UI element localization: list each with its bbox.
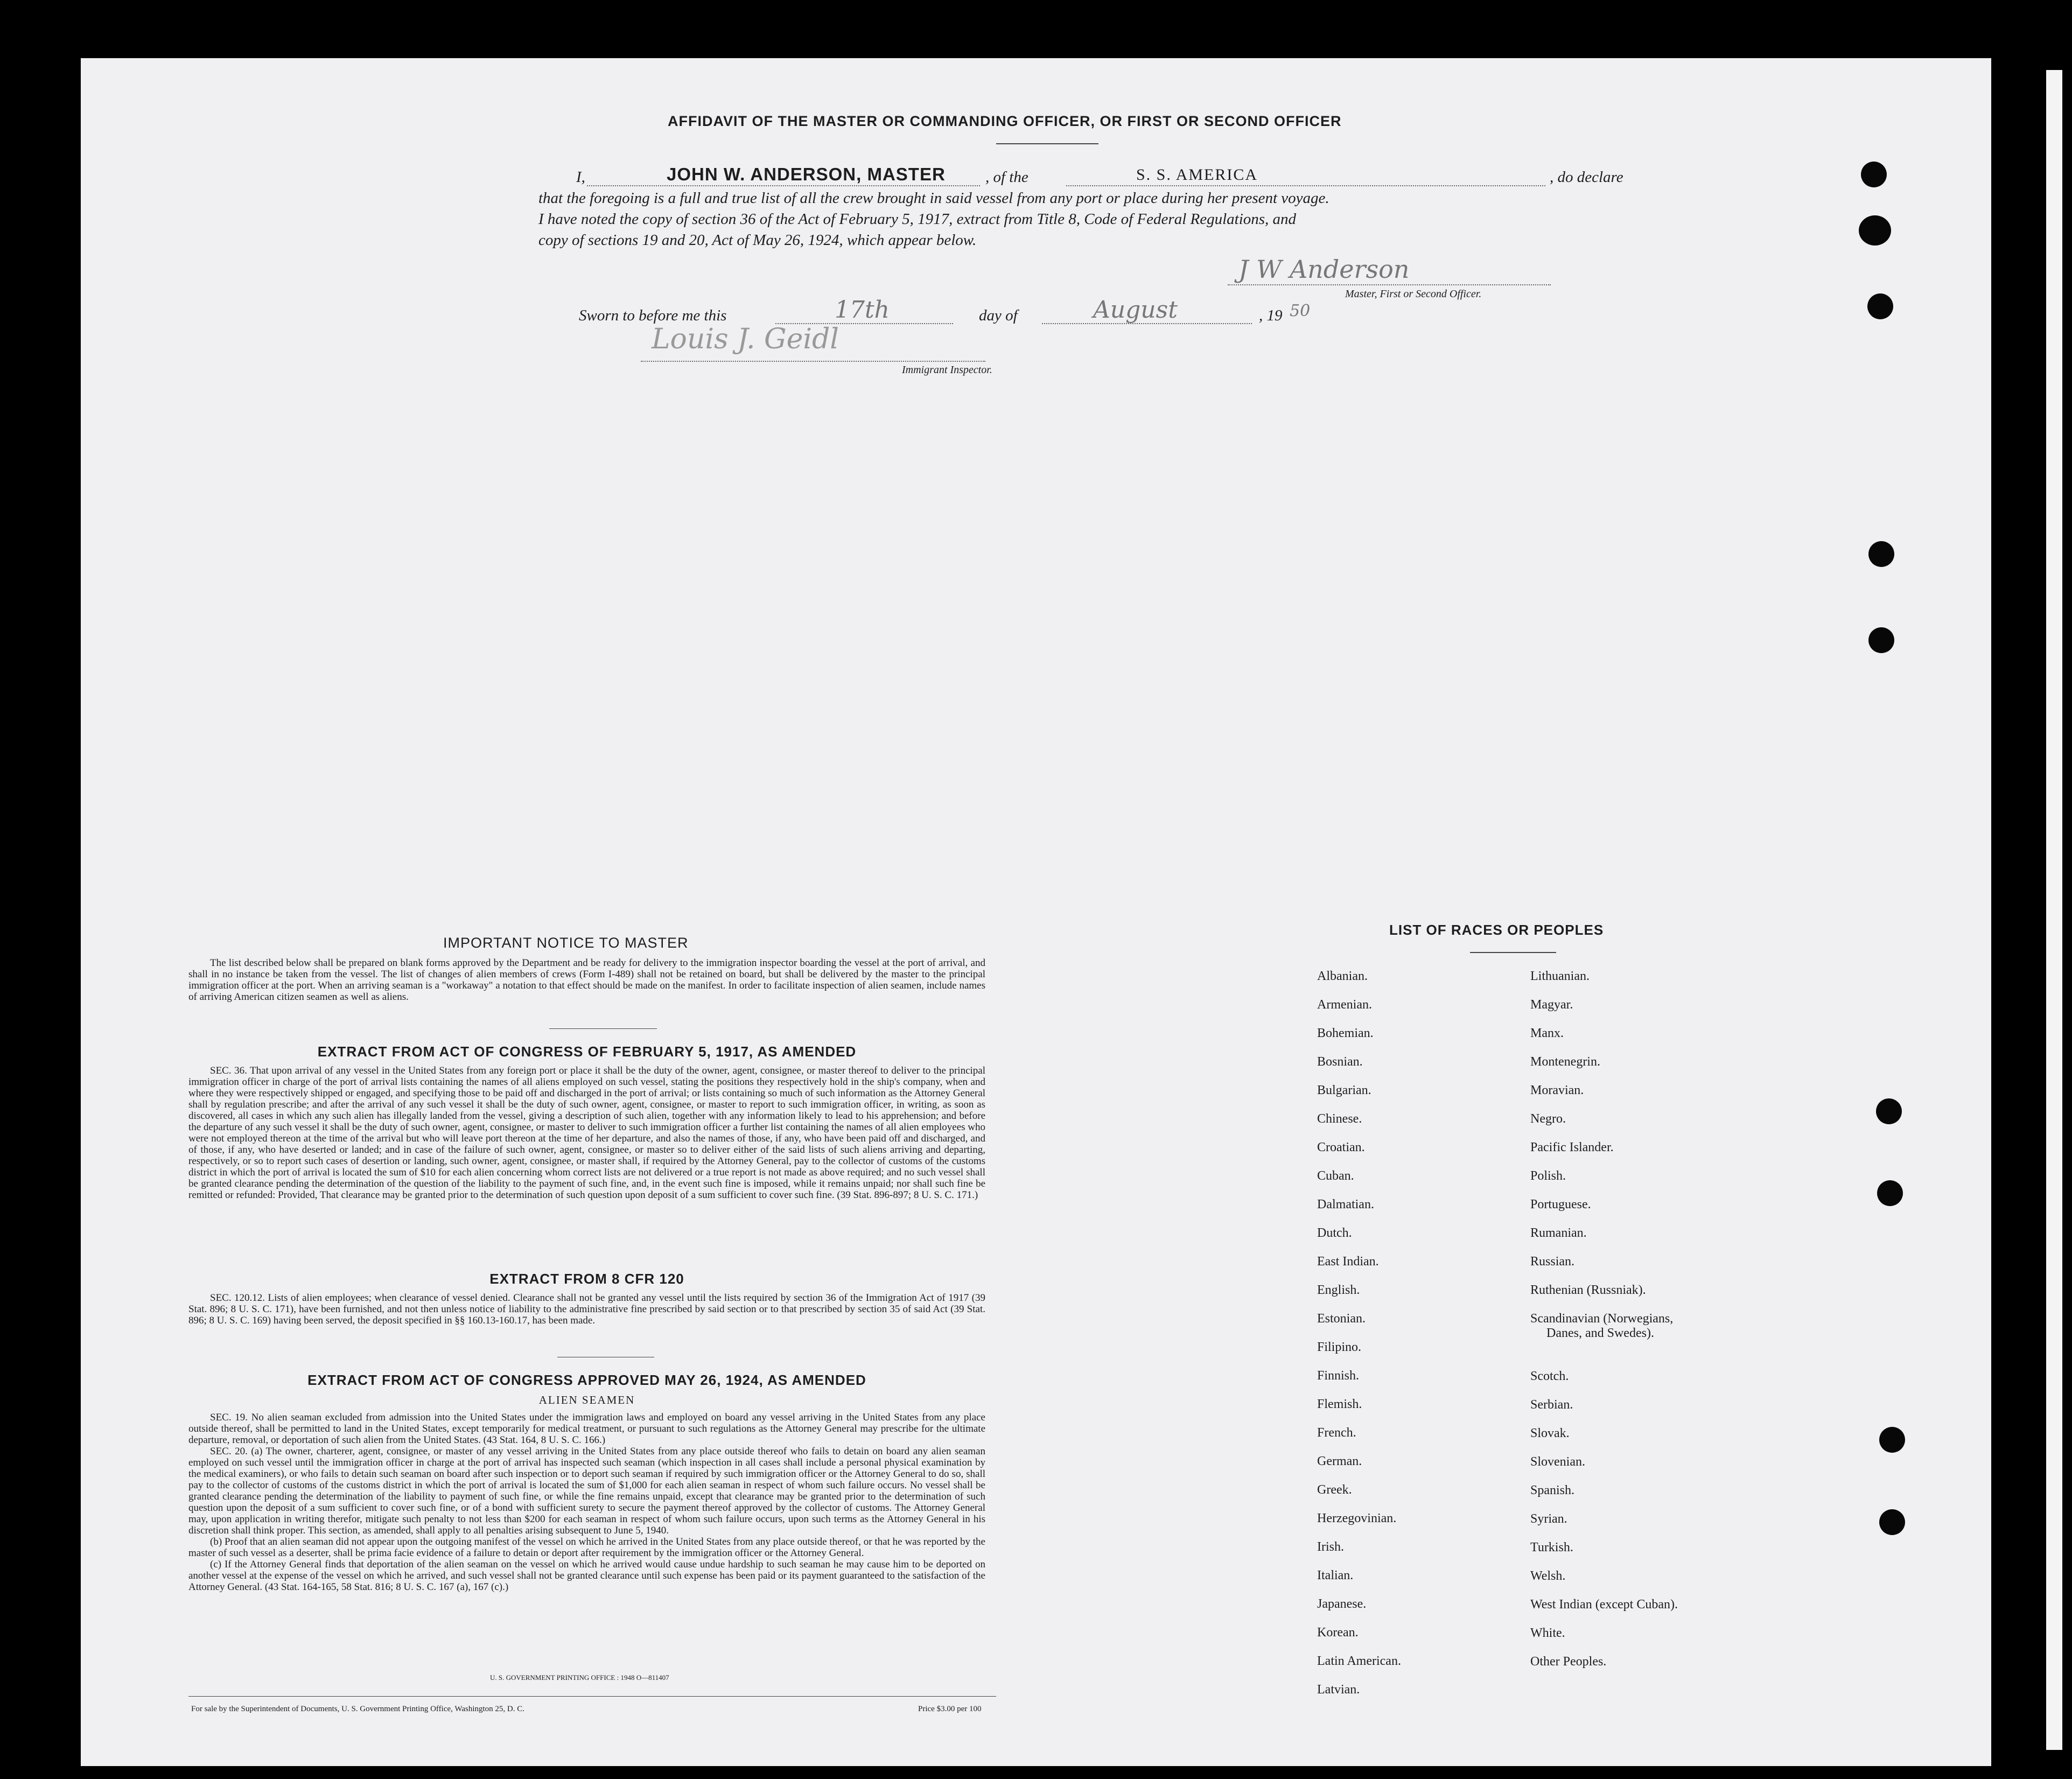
race-item: Dalmatian. (1317, 1197, 1374, 1211)
race-item: Slovenian. (1530, 1455, 1585, 1469)
race-item: Greek. (1317, 1483, 1352, 1497)
race-item: Estonian. (1317, 1312, 1366, 1326)
extract-1917-title: EXTRACT FROM ACT OF CONGRESS OF FEBRUARY 5, 1917, AS AMENDED (317, 1043, 857, 1060)
race-item: East Indian. (1317, 1255, 1379, 1269)
punch-hole (1877, 1180, 1903, 1206)
race-item: Serbian. (1530, 1398, 1573, 1412)
race-item: Lithuanian. (1530, 969, 1590, 983)
notice-paragraph: The list described below shall be prepared on blank forms approved by the Department and be ready for delivery to the immigration inspector boarding the vessel at the port of arrival, and shall in no instance be taken from the vessel. The list of changes of alien members of crews (Form I-489) shall not be retained on board, but shall be delivered by the master to the principal immigration officer at the port. When an arriving seaman is a "workaway" a notation to that effect should be made on the manifest. In order to facilitate inspection of alien seamen, include names of arriving American citizen seamen as well as aliens. (188, 957, 985, 1003)
punch-hole (1861, 162, 1887, 187)
sec-20c-paragraph: (c) If the Attorney General finds that deportation of the alien seaman on the vessel on which he arrived would cause undue hardship to such seaman he may cause him to be deported on another vessel at the expense of the vessel on which he arrived, and such vessel shall not be granted clearance until such expense has been paid or its payment guaranteed to the satisfaction of the Attorney General. (43 Stat. 164-165, 58 Stat. 816; 8 U. S. C. 167 (a), 167 (c).) (188, 1559, 985, 1593)
sec-19-paragraph: SEC. 19. No alien seaman excluded from admission into the United States under the immigration laws and employed on board any vessel arriving in the United States from any place outside thereof, shall be permitted to land in the United States, except temporarily for medical treatment, or pursuant to such regulations as the Attorney General may prescribe for the ultimate departure, removal, or deportation of such alien from the United States. (43 Stat. 164, 8 U. S. C. 166.) (188, 1412, 985, 1446)
race-item: Portuguese. (1530, 1197, 1591, 1211)
race-item: Scotch. (1530, 1369, 1569, 1383)
race-item: Korean. (1317, 1626, 1359, 1640)
sworn-year: 50 (1290, 302, 1311, 320)
race-item: Spanish. (1530, 1483, 1575, 1497)
punch-hole (1879, 1427, 1905, 1453)
sec-20b-paragraph: (b) Proof that an alien seaman did not appear upon the outgoing manifest of the vessel on which he arrived in the United States from any place outside thereof, or that he was reported by the master of such vessel as a deserter, shall be prima facie evidence of a failure to detain or deport after requirement by the immigration officer or the Attorney General. (188, 1536, 985, 1559)
punch-hole (1879, 1509, 1905, 1535)
inspector-caption: Immigrant Inspector. (902, 364, 992, 376)
footer-price: Price $3.00 per 100 (918, 1705, 982, 1713)
race-item: Japanese. (1317, 1597, 1367, 1611)
race-item: Other Peoples. (1530, 1655, 1607, 1669)
notice-text (188, 957, 985, 1003)
race-item: Pacific Islander. (1530, 1140, 1614, 1154)
race-item: Filipino. (1317, 1340, 1362, 1354)
race-item: Montenegrin. (1530, 1055, 1600, 1069)
inspector-signature: Louis J. Geidl (652, 323, 839, 355)
punch-hole (1868, 627, 1894, 653)
race-item: Croatian. (1317, 1140, 1365, 1154)
punch-hole (1868, 541, 1894, 567)
race-item: Flemish. (1317, 1397, 1362, 1411)
race-item: Cuban. (1317, 1169, 1354, 1183)
races-divider (1470, 952, 1556, 953)
race-item: Herzegovinian. (1317, 1511, 1397, 1525)
race-item: Dutch. (1317, 1226, 1352, 1240)
notice-divider (549, 1028, 657, 1029)
master-signature-caption: Master, First or Second Officer. (1345, 288, 1482, 300)
master-signature-line (1228, 284, 1551, 285)
race-item: Moravian. (1530, 1083, 1584, 1097)
extract-cfr-paragraph: SEC. 120.12. Lists of alien employees; when clearance of vessel denied. Clearance shall not be granted any vessel until the lists required by section 36 of the Immigration Act of 1917 (39 Stat. 896; 8 U. S. C. 171), have been furnished, and not then unless notice of liability to the administrative fine prescribed by said section or to that prescribed by section 35 of said Act (39 Stat. 896; 8 U. S. C. 169) having been served, the deposit specified in §§ 160.13-160.17, has been made. (188, 1292, 985, 1326)
punch-hole (1867, 293, 1893, 319)
punch-hole (1876, 1098, 1902, 1124)
title-divider (996, 143, 1098, 144)
race-item: Armenian. (1317, 998, 1372, 1012)
race-item: Scandinavian (Norwegians, (1530, 1312, 1674, 1326)
race-item: Bulgarian. (1317, 1083, 1371, 1097)
of-the-label: , of the (985, 169, 1028, 186)
year-prefix: , 19 (1259, 307, 1283, 324)
race-item: Ruthenian (Russniak). (1530, 1283, 1646, 1297)
declaration-line-2: that the foregoing is a full and true list of all the crew brought in said vessel from any port or place during her present voyage. (538, 190, 1329, 207)
extract-1917-text (188, 1065, 985, 1201)
master-signature: J W Anderson (1238, 255, 1410, 284)
race-item: Welsh. (1530, 1569, 1566, 1583)
race-item: Turkish. (1530, 1540, 1573, 1554)
race-item: Bosnian. (1317, 1055, 1363, 1069)
footer-sale-note: For sale by the Superintendent of Documents, U. S. Government Printing Office, Washington 25, D. C. (191, 1705, 524, 1713)
race-item: Albanian. (1317, 969, 1368, 983)
sec-20a-paragraph: SEC. 20. (a) The owner, charterer, agent, consignee, or master of any vessel arriving in the United States from any place outside thereof who fails to detain on board any alien seaman employed on such vessel until the immigration officer in charge at the port of arrival has inspected such seaman (which inspection in all cases shall include a personal physical examination by the medical examiners), or who fails to detain such seaman on board after such inspection or to deport such seaman if required by such immigration officer or the Attorney General to do so, shall pay to the collector of customs of the customs district in which the port of arrival is located the sum of $1,000 for each alien seaman in respect of whom such failure occurs. No vessel shall be granted clearance pending the determination of the liability to payment of such fine, or while the fine remains unpaid, except that clearance may be granted prior to the determination of such question upon the deposit of a sum sufficient to cover such fine, or of a bond with sufficient surety to secure the payment thereof approved by the collector of customs. The Attorney General may, upon application in writing therefor, mitigate such penalty to not less than $200 for each seaman in respect of whom such failure occurs, upon such terms as the Attorney General in his discretion shall think proper. This section, as amended, shall apply to all penalties arising subsequent to June 5, 1940. (188, 1446, 985, 1536)
race-item: White. (1530, 1626, 1565, 1640)
race-item: German. (1317, 1454, 1362, 1468)
printer-imprint: U. S. GOVERNMENT PRINTING OFFICE : 1948 O—811407 (490, 1673, 669, 1682)
race-item: Polish. (1530, 1169, 1566, 1183)
race-item: Manx. (1530, 1026, 1564, 1040)
extract-1924-subtitle: ALIEN SEAMEN (538, 1393, 635, 1406)
do-declare-label: , do declare (1550, 169, 1623, 186)
master-name-line (587, 185, 980, 186)
race-item: Italian. (1317, 1568, 1354, 1582)
race-item: Slovak. (1530, 1426, 1570, 1440)
race-item: Latin American. (1317, 1654, 1401, 1668)
extract-1924-text (188, 1412, 985, 1593)
punch-hole (1859, 215, 1891, 246)
notice-title: IMPORTANT NOTICE TO MASTER (443, 935, 689, 951)
extract-1924-title: EXTRACT FROM ACT OF CONGRESS APPROVED MAY 26, 1924, AS AMENDED (307, 1372, 866, 1388)
sworn-label: Sworn to before me this (579, 307, 727, 324)
vessel-line (1066, 185, 1545, 186)
race-item: French. (1317, 1426, 1356, 1440)
races-title: LIST OF RACES OR PEOPLES (1389, 922, 1604, 938)
footer-rule (188, 1696, 996, 1697)
vessel-name: S. S. AMERICA (1136, 166, 1258, 184)
extract-cfr-title: EXTRACT FROM 8 CFR 120 (489, 1271, 684, 1287)
declaration-line-4: copy of sections 19 and 20, Act of May 26, 1924, which appear below. (538, 232, 977, 249)
inspector-signature-line (641, 361, 985, 362)
race-item: English. (1317, 1283, 1360, 1297)
race-item: Syrian. (1530, 1512, 1567, 1526)
master-name: JOHN W. ANDERSON, MASTER (667, 164, 946, 184)
sworn-day: 17th (835, 296, 890, 324)
race-item: Russian. (1530, 1255, 1575, 1269)
manifest-page (81, 58, 1991, 1766)
film-edge-strip (2046, 70, 2062, 1750)
day-of-label: day of (979, 307, 1018, 324)
race-item: West Indian (except Cuban). (1530, 1598, 1678, 1612)
affidavit-title: AFFIDAVIT OF THE MASTER OR COMMANDING OFFICER, OR FIRST OR SECOND OFFICER (668, 113, 1342, 129)
sworn-month: August (1093, 296, 1178, 324)
race-item: Irish. (1317, 1540, 1344, 1554)
race-item: Negro. (1530, 1112, 1566, 1126)
race-item: Finnish. (1317, 1369, 1360, 1383)
race-item: Rumanian. (1530, 1226, 1587, 1240)
race-item: Magyar. (1530, 998, 1573, 1012)
extract-cfr-text (188, 1292, 985, 1326)
extract-1917-paragraph: SEC. 36. That upon arrival of any vessel in the United States from any foreign port or place it shall be the duty of the owner, agent, consignee, or master thereof to deliver to the principal immigration officer in charge of the port of arrival lists containing the names of all aliens employed on such vessel, stating the positions they respectively hold in the ship's company, when and where they were respectively shipped or engaged, and specifying those to be paid off and discharged in the port of arrival; or lists containing so much of such information as the Attorney General shall by regulation prescribe; and after the arrival of any such vessel it shall be the duty of such owner, agent, consignee, or master to report to such immigration officer, in writing, as soon as discovered, all cases in which any such alien has illegally landed from the vessel, giving a description of such alien, together with any information likely to lead to his apprehension; and before the departure of any such vessel it shall be the duty of such owner, agent, consignee, or master to deliver to such immigration officer a further list containing the names of all alien employees who were not employed thereon at the time of the arrival but who will leave port thereon at the time of her departure, and also the names of those, if any, who have been paid off and discharged, and of those, if any, who have deserted or landed; and in case of the failure of such owner, agent, consignee, or master so to deliver either of the said lists of such aliens arriving and departing, respectively, or so to report such cases of desertion or landing, such owner, agent, consignee, or master shall, if required by the Attorney General, pay to the collector of customs of the customs district in which the port of arrival is located the sum of $10 for each alien concerning whom correct lists are not delivered or a true report is not made as above required; and no such vessel shall be granted clearance pending the determination of the question of the liability to the payment of such fine, and, in the event such fine is imposed, while it remains unpaid; nor shall such fine be remitted or refunded: Provided, That clearance may be granted prior to the determination of such question upon deposit of a sum sufficient to cover such fine. (39 Stat. 896-897; 8 U. S. C. 171.) (188, 1065, 985, 1201)
race-item: Chinese. (1317, 1112, 1362, 1126)
sworn-month-line (1042, 323, 1252, 324)
race-item: Bohemian. (1317, 1026, 1374, 1040)
race-item: Danes, and Swedes). (1546, 1326, 1654, 1340)
declaration-i-label: I, (576, 169, 585, 186)
declaration-line-3: I have noted the copy of section 36 of the Act of February 5, 1917, extract from Title 8, Code of Federal Regulations, and (538, 211, 1297, 228)
race-item: Latvian. (1317, 1683, 1360, 1697)
